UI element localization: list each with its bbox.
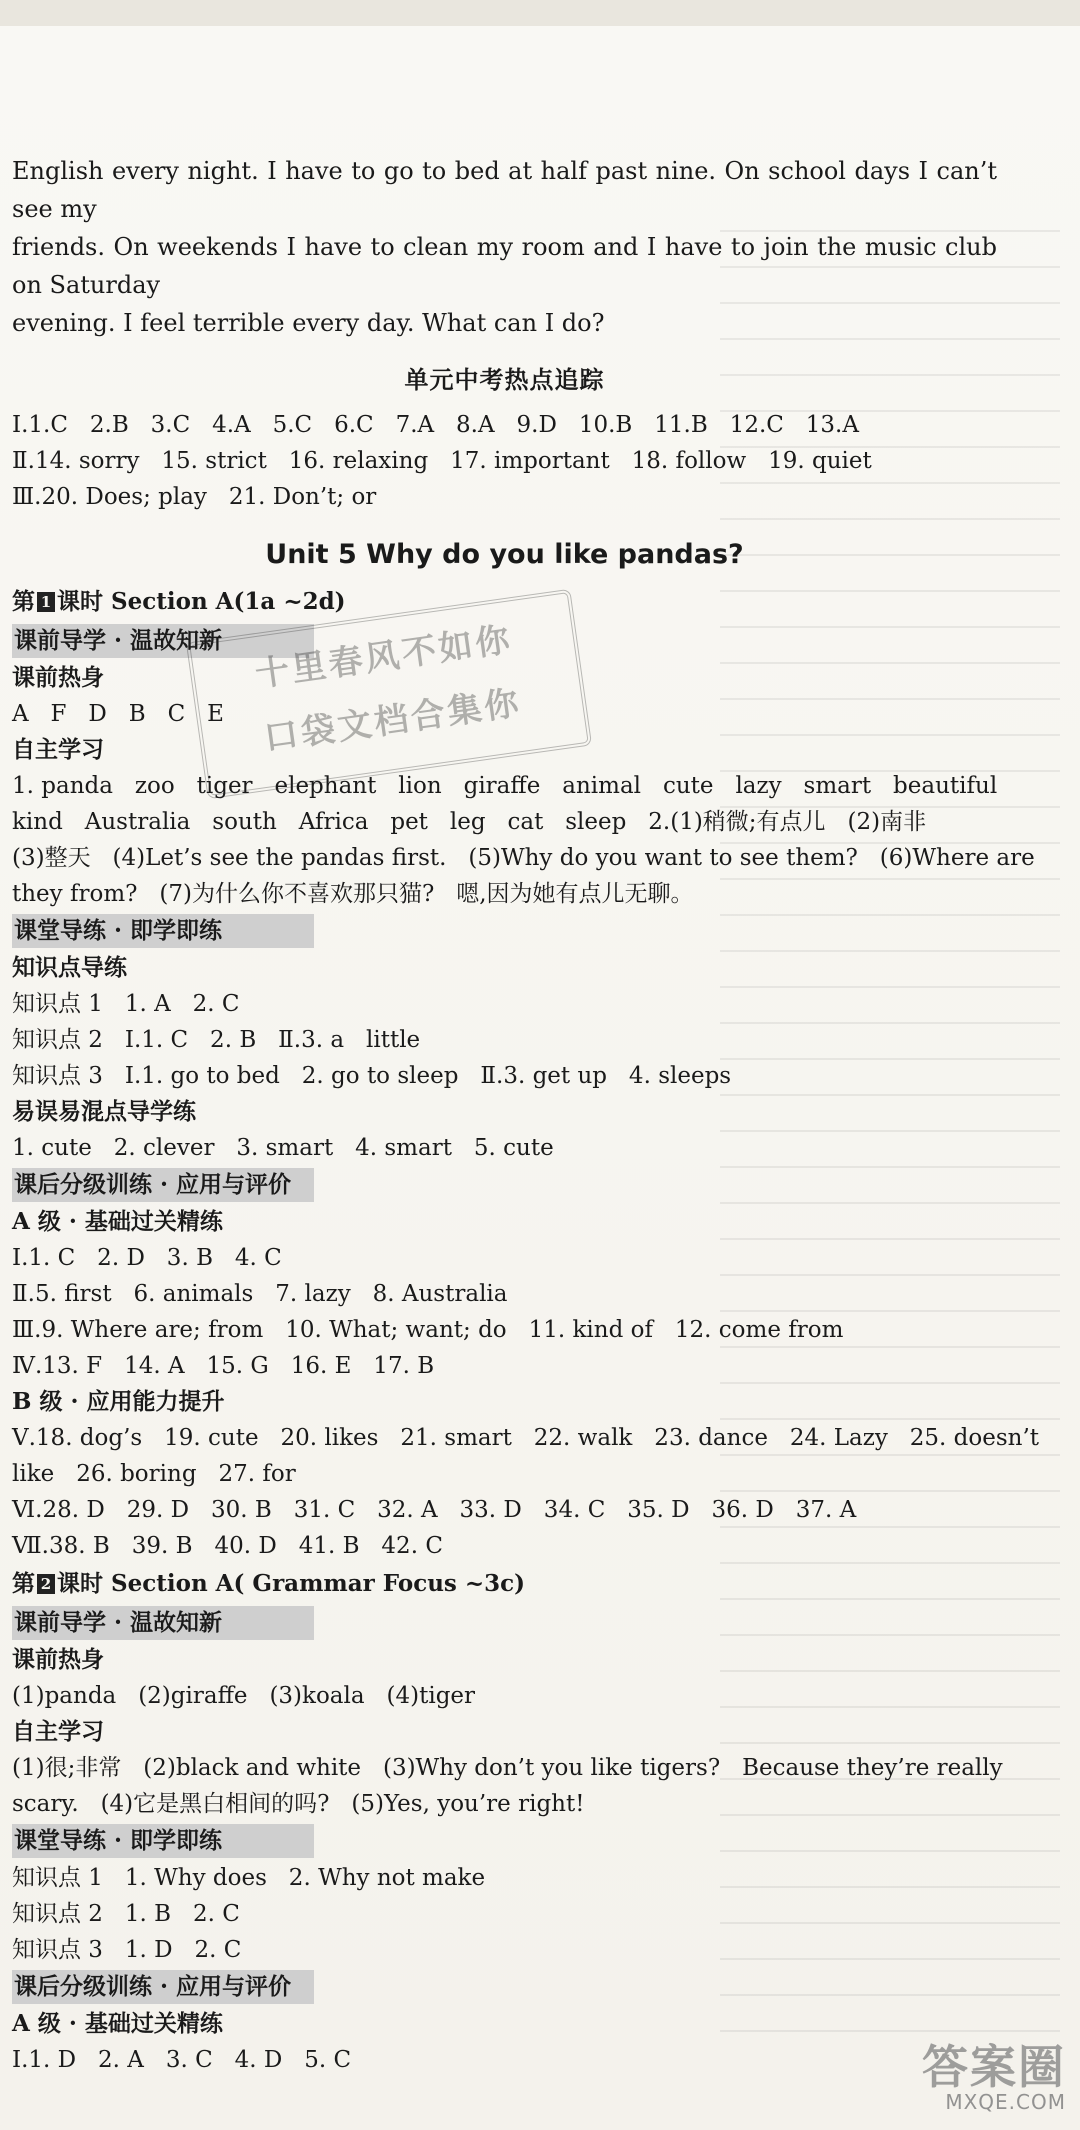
answer-row: Ⅵ.28. D 29. D 30. B 31. C 32. A 33. D 34. C 35. D 36. D 37. A [12, 1497, 857, 1523]
answer-row: 1. panda zoo tiger elephant lion giraffe animal cute lazy smart beautiful [12, 773, 998, 799]
watermark-main: 答案圈 [922, 2040, 1066, 2094]
answer-row: 1. cute 2. clever 3. smart 4. smart 5. cute [12, 1135, 554, 1161]
subsection-heading: 课前热身 [12, 664, 104, 691]
answer-row: Ⅳ.13. F 14. A 15. G 16. E 17. B [12, 1353, 435, 1379]
hotspot-row: Ⅲ.20. Does; play 21. Don’t; or [12, 484, 377, 510]
stamp-line: 十里春风不如你 [252, 619, 515, 696]
lesson-title: 课时 Section A( Grammar Focus ~3c) [57, 1570, 526, 1597]
scan-top-edge [0, 0, 1080, 26]
subsection-heading: A 级 · 基础过关精练 [12, 1208, 223, 1235]
subsection-heading: 自主学习 [12, 736, 104, 763]
answer-row: 知识点 1 1. Why does 2. Why not make [12, 1865, 486, 1891]
section-title: 单元中考热点追踪 [404, 365, 605, 394]
intro-line: evening. I feel terrible every day. What can I do? [12, 309, 605, 337]
lesson-prefix: 第 [12, 588, 35, 615]
subsection-heading: 易误易混点导学练 [12, 1098, 196, 1125]
section-band: 课前导学 · 温故知新 [12, 624, 314, 658]
section-band: 课堂导练 · 即学即练 [12, 1824, 314, 1858]
lesson-number-badge: 2 [37, 1574, 55, 1594]
subsection-heading: 课前热身 [12, 1646, 104, 1673]
subsection-heading: 自主学习 [12, 1718, 104, 1745]
answer-row: Ⅰ.1. C 2. D 3. B 4. C [12, 1245, 282, 1271]
watermark-url: MXQE.COM [945, 2090, 1066, 2114]
answer-row: Ⅴ.18. dog’s 19. cute 20. likes 21. smart 22. walk 23. dance 24. Lazy 25. doesn’t [12, 1425, 1040, 1451]
answer-row: Ⅰ.1. D 2. A 3. C 4. D 5. C [12, 2047, 352, 2073]
lesson-title: 课时 Section A(1a ~2d) [57, 588, 346, 615]
answer-row: A F D B C E [12, 701, 224, 727]
intro-line: English every night. I have to go to bed at half past nine. On school days I can’t see my [12, 157, 997, 223]
answer-row: (1)panda (2)giraffe (3)koala (4)tiger [12, 1683, 476, 1709]
answer-row: Ⅱ.5. first 6. animals 7. lazy 8. Australia [12, 1281, 508, 1307]
stamp-line: 口袋文档合集你 [261, 682, 524, 759]
answer-row: Ⅲ.9. Where are; from 10. What; want; do 11. kind of 12. come from [12, 1317, 844, 1343]
answer-row: (3)整天 (4)Let’s see the pandas first. (5)Why do you want to see them? (6)Where are [12, 845, 1035, 871]
answer-row: 知识点 2 1. B 2. C [12, 1901, 240, 1927]
answer-row: Ⅶ.38. B 39. B 40. D 41. B 42. C [12, 1533, 443, 1559]
answer-row: (1)很;非常 (2)black and white (3)Why don’t you like tigers? Because they’re really [12, 1755, 1003, 1781]
subsection-heading: 知识点导练 [12, 954, 127, 981]
unit-title: Unit 5 Why do you like pandas? [265, 539, 744, 570]
answer-row: like 26. boring 27. for [12, 1461, 296, 1487]
answer-row: 知识点 1 1. A 2. C [12, 991, 240, 1017]
lesson-heading [12, 1564, 997, 1604]
lesson-number-badge: 1 [37, 592, 55, 612]
section-band: 课后分级训练 · 应用与评价 [12, 1168, 314, 1202]
subsection-heading: B 级 · 应用能力提升 [12, 1388, 225, 1415]
hotspot-row: Ⅰ.1.C 2.B 3.C 4.A 5.C 6.C 7.A 8.A 9.D 10.B 11.B 12.C 13.A [12, 412, 859, 438]
answer-row: scary. (4)它是黑白相间的吗? (5)Yes, you’re right! [12, 1791, 585, 1817]
answer-row: 知识点 3 Ⅰ.1. go to bed 2. go to sleep Ⅱ.3. get up 4. sleeps [12, 1063, 732, 1089]
answer-row: 知识点 2 Ⅰ.1. C 2. B Ⅱ.3. a little [12, 1027, 421, 1053]
lesson-prefix: 第 [12, 1570, 35, 1597]
subsection-heading: A 级 · 基础过关精练 [12, 2010, 223, 2037]
intro-line: friends. On weekends I have to clean my room and I have to join the music club on Saturday [12, 233, 997, 299]
section-band: 课堂导练 · 即学即练 [12, 914, 314, 948]
answer-row: they from? (7)为什么你不喜欢那只猫? 嗯,因为她有点儿无聊。 [12, 881, 694, 907]
section-band: 课前导学 · 温故知新 [12, 1606, 314, 1640]
hotspot-row: Ⅱ.14. sorry 15. strict 16. relaxing 17. important 18. follow 19. quiet [12, 448, 872, 474]
answer-row: 知识点 3 1. D 2. C [12, 1937, 242, 1963]
answer-row: kind Australia south Africa pet leg cat sleep 2.(1)稍微;有点儿 (2)南非 [12, 809, 927, 835]
section-band: 课后分级训练 · 应用与评价 [12, 1970, 314, 2004]
watermark-logo [856, 2040, 1066, 2114]
